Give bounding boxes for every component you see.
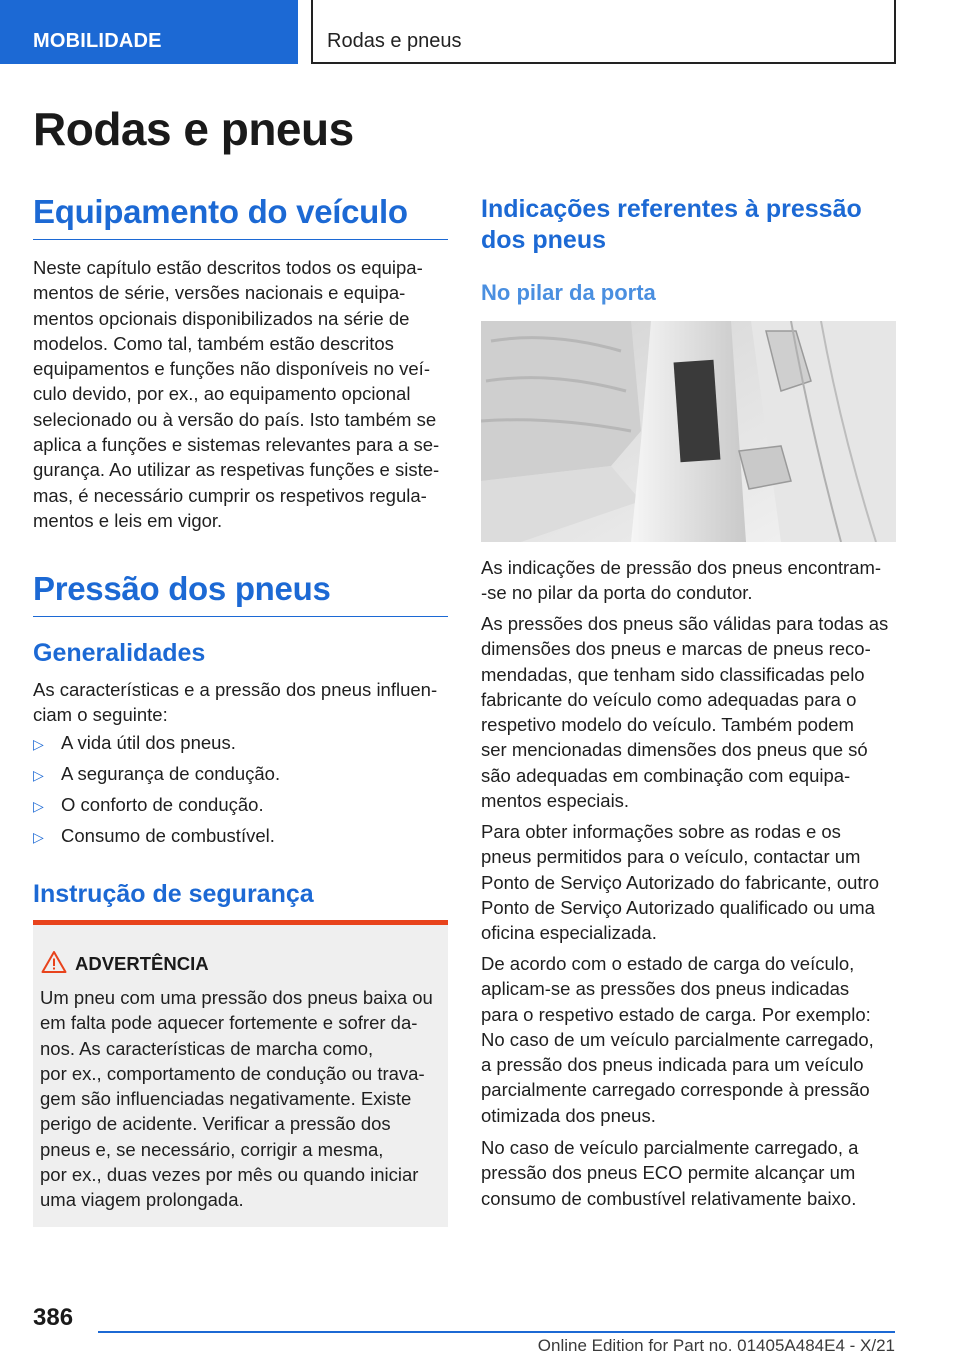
list-item (33, 794, 448, 825)
page-title: Rodas e pneus (33, 103, 354, 155)
paragraph-indicacoes: As indicações de pressão dos pneus encontram- -se no pilar da porta do condutor. (481, 557, 882, 604)
heading-indicacoes-pressao: Indicações referentes à pressão dos pneus (481, 195, 862, 254)
bullet-list (33, 732, 448, 856)
page-number: 386 (33, 1304, 74, 1331)
paragraph-estado-carga: De acordo com o estado de carga do veículo, aplicam-se as pressões dos pneus indicadas para o respetivo estado de carga. Por exemplo: No caso de um veículo parcialmente carregado, a pressão dos pneus indicada para um veículo parcialmente carregado corresponde à pressão otimizada dos pneus. (481, 953, 874, 1126)
paragraph-dimensoes: As pressões dos pneus são válidas para todas as dimensões dos pneus e marcas de pneus reco- mendadas, que tenham sido classificadas pelo fabricante do veículo como adequadas para o respetivo modelo do veículo. Também podem ser mencionadas dimensões dos pneus que só são adequadas em combinação com equipa- mentos especiais. (481, 613, 889, 812)
paragraph-equipamento: Neste capítulo estão descritos todos os equipa- mentos de série, versões nacionais e equipa- mentos opcionais disponibilizados na série de modelos. Como tal, também estão descritos equipamentos e funções não disponíveis no veí- culo devido, por ex., ao equipamento opcional selecionado ou à versão do país. Isto também se aplica a funções e sistemas relevantes para a se- gurança. Ao utilizar as respetivas funções e siste- mas, é necessário cumprir os respetivos regula- mentos e leis em vigor. (33, 257, 440, 531)
triangle-bullet-icon: ▷ (33, 829, 44, 845)
triangle-bullet-icon: ▷ (33, 798, 44, 814)
paragraph-eco: No caso de veículo parcialmente carregado, a pressão dos pneus ECO permite alcançar um consumo de combustível relativamente baixo. (481, 1137, 859, 1209)
list-item-label: Consumo de combustível. (61, 825, 275, 846)
triangle-bullet-icon: ▷ (33, 736, 44, 752)
warning-title: ADVERTÊNCIA (75, 953, 209, 974)
list-item (33, 732, 448, 763)
footer-divider (98, 1331, 895, 1333)
paragraph-generalidades: As características e a pressão dos pneus influen- ciam o seguinte: (33, 679, 438, 726)
heading-pressao-pneus: Pressão dos pneus (33, 570, 448, 617)
list-item-label: A segurança de condução. (61, 763, 281, 784)
heading-generalidades: Generalidades (33, 639, 206, 667)
footer-edition: Online Edition for Part no. 01405A484E4 - X/21 (537, 1336, 895, 1355)
list-item-label: O conforto de condução. (61, 794, 264, 815)
door-pillar-image (481, 321, 896, 542)
heading-equipamento: Equipamento do veículo (33, 193, 448, 240)
list-item-label: A vida útil dos pneus. (61, 732, 236, 753)
list-item (33, 825, 448, 856)
heading-pilar-porta: No pilar da porta (481, 280, 656, 305)
warning-box (33, 920, 448, 1227)
paragraph-informacoes: Para obter informações sobre as rodas e os pneus permitidos para o veículo, contactar um Ponto de Serviço Autorizado do fabricante, outro Ponto de Serviço Autorizado qualificado ou uma oficina especializada. (481, 821, 880, 944)
triangle-bullet-icon: ▷ (33, 767, 44, 783)
heading-instrucao-seguranca: Instrução de segurança (33, 880, 314, 908)
chapter-tab[interactable]: Rodas e pneus (311, 0, 896, 64)
warning-triangle-icon (41, 950, 67, 974)
section-tab[interactable]: MOBILIDADE (0, 0, 298, 64)
warning-text: Um pneu com uma pressão dos pneus baixa ou em falta pode aquecer fortemente e sofrer da- nos. As características de marcha como, por ex., comportamento de condução ou trava- gem são influenciadas negativamente. Existe perigo de acidente. Verificar a pressão dos pneus e, se necessário, corrigir a mesma, por ex., duas vezes por mês ou quando iniciar uma viagem prolongada. (40, 987, 433, 1211)
list-item (33, 763, 448, 794)
